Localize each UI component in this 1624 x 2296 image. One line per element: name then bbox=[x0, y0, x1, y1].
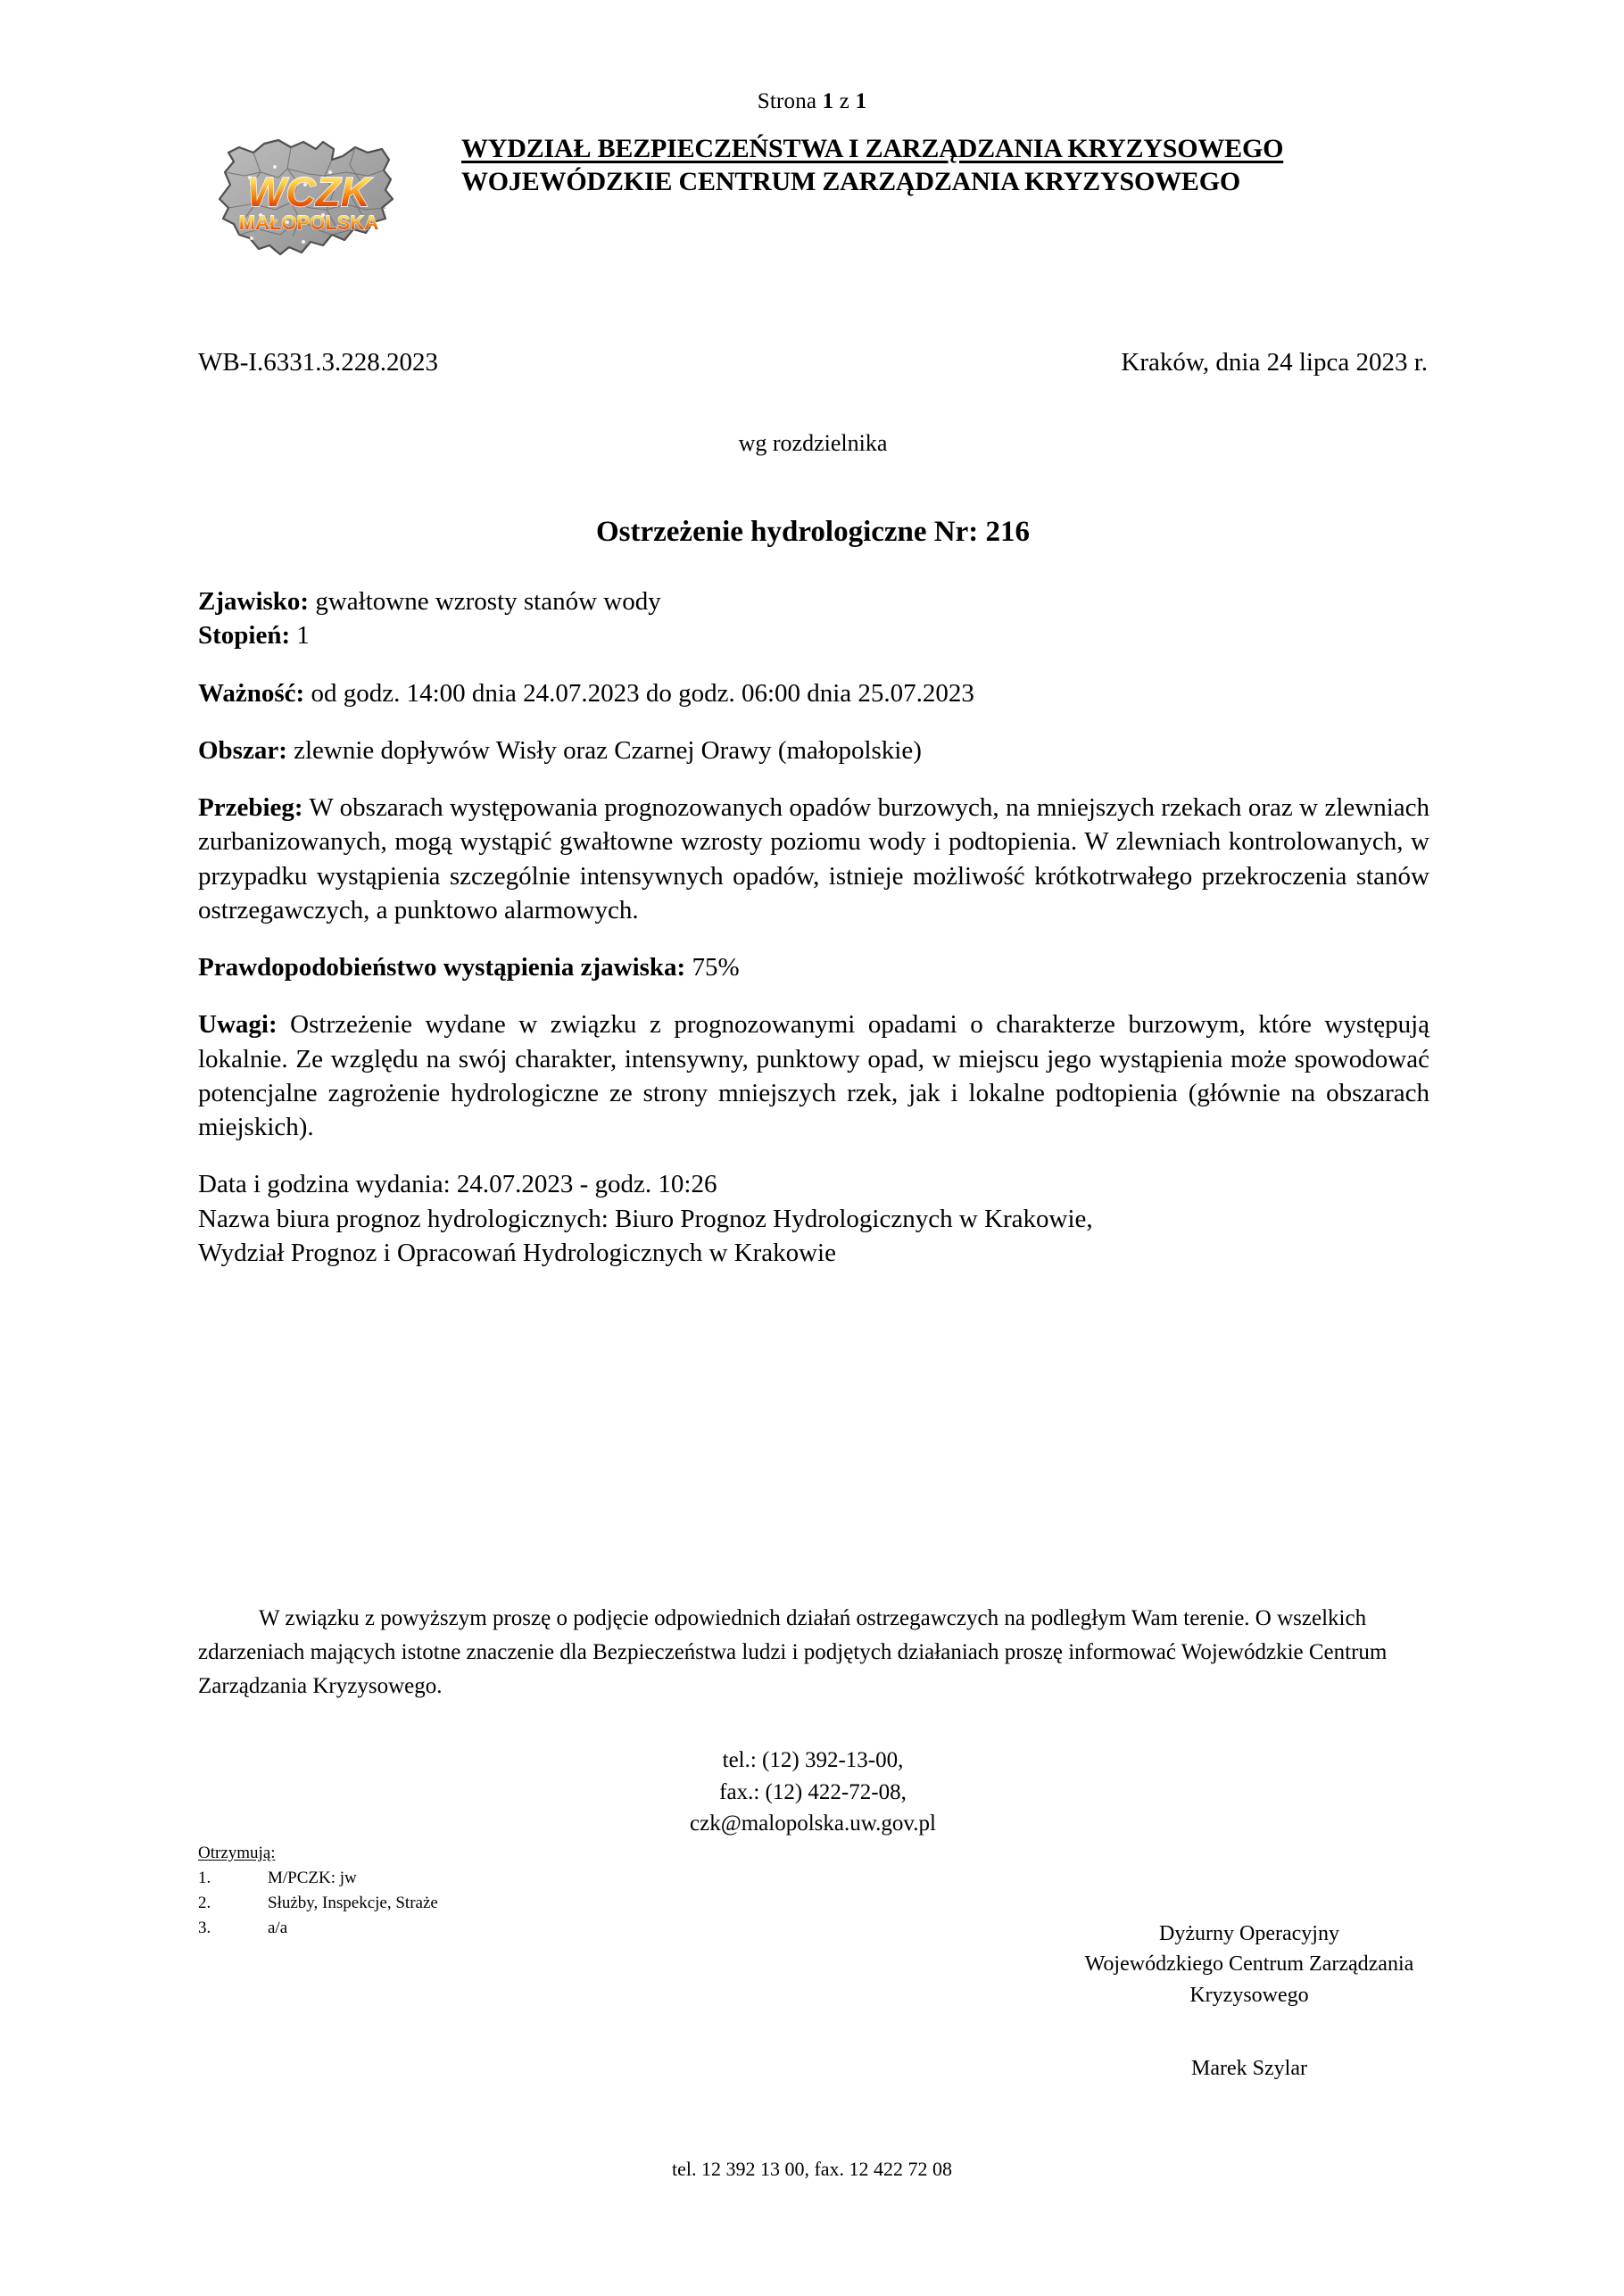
page-indicator-total: 1 bbox=[855, 89, 867, 113]
field-remarks-value: Ostrzeżenie wydane w związku z prognozowanymi opadami o charakterze burzowym, które występują lokalnie. Ze względu na swój charakter, intensywny, punktowy opad, w miejscu jego wystąpienia może spowodować potencjalne zagrożenie hydrologiczne ze strony mniejszych rzek, jak i lokalne podtopienia (głównie na obszarach miejskich). bbox=[198, 1010, 1429, 1142]
list-item bbox=[198, 1891, 438, 1916]
list-item bbox=[198, 1916, 438, 1941]
page-indicator-prefix: Strona bbox=[757, 89, 823, 113]
field-remarks-label: Uwagi: bbox=[198, 1010, 278, 1040]
wczk-malopolska-logo bbox=[198, 129, 421, 259]
signature-role-line-1: Dyżurny Operacyjny bbox=[1159, 1922, 1339, 1945]
signature-role-line-3: Kryzysowego bbox=[1189, 1983, 1309, 2007]
distribution-note: wg rozdzielnika bbox=[738, 430, 888, 456]
field-issue-datetime: Data i godzina wydania: 24.07.2023 - godz. 10:26 bbox=[198, 1170, 717, 1199]
field-degree-value: 1 bbox=[290, 621, 310, 651]
page-indicator-separator: z bbox=[833, 89, 856, 113]
signature-block bbox=[999, 1919, 1499, 2084]
page-footer: tel. 12 392 13 00, fax. 12 422 72 08 bbox=[671, 2158, 953, 2180]
closing-paragraph-text: W związku z powyższym proszę o podjęcie odpowiednich działań ostrzegawczych na podległym Wam terenie. O wszelkich zdarzeniach mających istotne znaczenie dla Bezpieczeństwa ludzi i podjętych działaniach proszę informować Wojewódzkie Centrum Zarządzania Kryzysowego. bbox=[198, 1606, 1388, 1698]
page-indicator-current: 1 bbox=[822, 89, 834, 113]
field-degree-label: Stopień: bbox=[198, 621, 291, 651]
field-course-value: W obszarach występowania prognozowanych opadów burzowych, na mniejszych rzekach oraz w zlewniach zurbanizowanych, mogą wystąpić gwałtowne wzrosty poziomu wody i podtopienia. W zlewniach kontrolowanych, w przypadku wystąpienia szczególnie intensywnych opadów, istnieje możliwość krótkotrwałego przekroczenia stanów ostrzegawczych, a punktowo alarmowych. bbox=[198, 793, 1429, 924]
field-probability-value: 75% bbox=[685, 953, 740, 982]
recipients-heading: Otrzymują: bbox=[198, 1844, 276, 1862]
place-and-date: Kraków, dnia 24 lipca 2023 r. bbox=[1121, 348, 1428, 377]
list-item bbox=[198, 1866, 438, 1891]
recipient-number: 2. bbox=[198, 1894, 211, 1913]
logo-wordmark-malopolska: MAŁOPOLSKA bbox=[238, 211, 379, 234]
recipients-block bbox=[198, 1841, 698, 1941]
field-office-name-line-1: Nazwa biura prognoz hydrologicznych: Biuro Prognoz Hydrologicznych w Krakowie, bbox=[198, 1204, 1093, 1233]
case-number: WB-I.6331.3.228.2023 bbox=[198, 348, 439, 377]
field-probability-label: Prawdopodobieństwo wystąpienia zjawiska: bbox=[198, 953, 686, 982]
field-course-label: Przebieg: bbox=[198, 793, 303, 823]
field-course bbox=[198, 791, 1429, 927]
field-degree bbox=[198, 618, 1429, 652]
closing-paragraph bbox=[198, 1602, 1428, 1703]
field-area-value: zlewnie dopływów Wisły oraz Czarnej Orawy (małopolskie) bbox=[286, 735, 922, 765]
contact-telephone: tel.: (12) 392-13-00, bbox=[722, 1748, 904, 1772]
recipient-text: M/PCZK: jw bbox=[268, 1869, 357, 1888]
field-area-label: Obszar: bbox=[198, 735, 287, 765]
organisation-line-2: WOJEWÓDZKIE CENTRUM ZARZĄDZANIA KRYZYSOWEGO bbox=[461, 166, 1240, 196]
reference-row bbox=[198, 348, 1428, 377]
field-validity-value: od godz. 14:00 dnia 24.07.2023 do godz. 06:00 dnia 25.07.2023 bbox=[304, 678, 974, 708]
contact-block bbox=[198, 1745, 1428, 1840]
recipient-text: Służby, Inspekcje, Straże bbox=[268, 1894, 438, 1913]
contact-email[interactable]: czk@malopolska.uw.gov.pl bbox=[690, 1811, 936, 1836]
field-office-name-line-2: Wydział Prognoz i Opracowań Hydrologicznych w Krakowie bbox=[198, 1238, 836, 1267]
signature-role-line-2: Wojewódzkiego Centrum Zarządzania bbox=[1084, 1952, 1414, 1977]
field-phenomenon-label: Zjawisko: bbox=[198, 587, 310, 616]
field-phenomenon bbox=[198, 584, 1429, 618]
letterhead bbox=[198, 129, 1438, 263]
signature-name: Marek Szylar bbox=[1191, 2056, 1307, 2080]
recipients-table bbox=[198, 1866, 438, 1941]
logo-wordmark-wczk: WCZK bbox=[247, 169, 370, 215]
organisation-name bbox=[461, 133, 1443, 198]
field-area bbox=[198, 734, 1429, 767]
recipient-text: a/a bbox=[268, 1919, 288, 1938]
field-validity bbox=[198, 676, 1429, 710]
logo-svg bbox=[198, 129, 421, 259]
page-title: Ostrzeżenie hydrologiczne Nr: 216 bbox=[595, 516, 1030, 548]
field-probability bbox=[198, 950, 1429, 984]
recipient-number: 3. bbox=[198, 1919, 211, 1938]
field-phenomenon-value: gwałtowne wzrosty stanów wody bbox=[309, 587, 661, 616]
recipient-number: 1. bbox=[198, 1869, 211, 1888]
field-remarks bbox=[198, 1007, 1429, 1144]
page-indicator bbox=[0, 89, 1624, 114]
field-validity-label: Ważność: bbox=[198, 678, 305, 708]
document-body bbox=[198, 584, 1429, 1270]
organisation-line-1: WYDZIAŁ BEZPIECZEŃSTWA I ZARZĄDZANIA KRYZYSOWEGO bbox=[461, 134, 1284, 163]
contact-fax: fax.: (12) 422-72-08, bbox=[719, 1779, 907, 1804]
